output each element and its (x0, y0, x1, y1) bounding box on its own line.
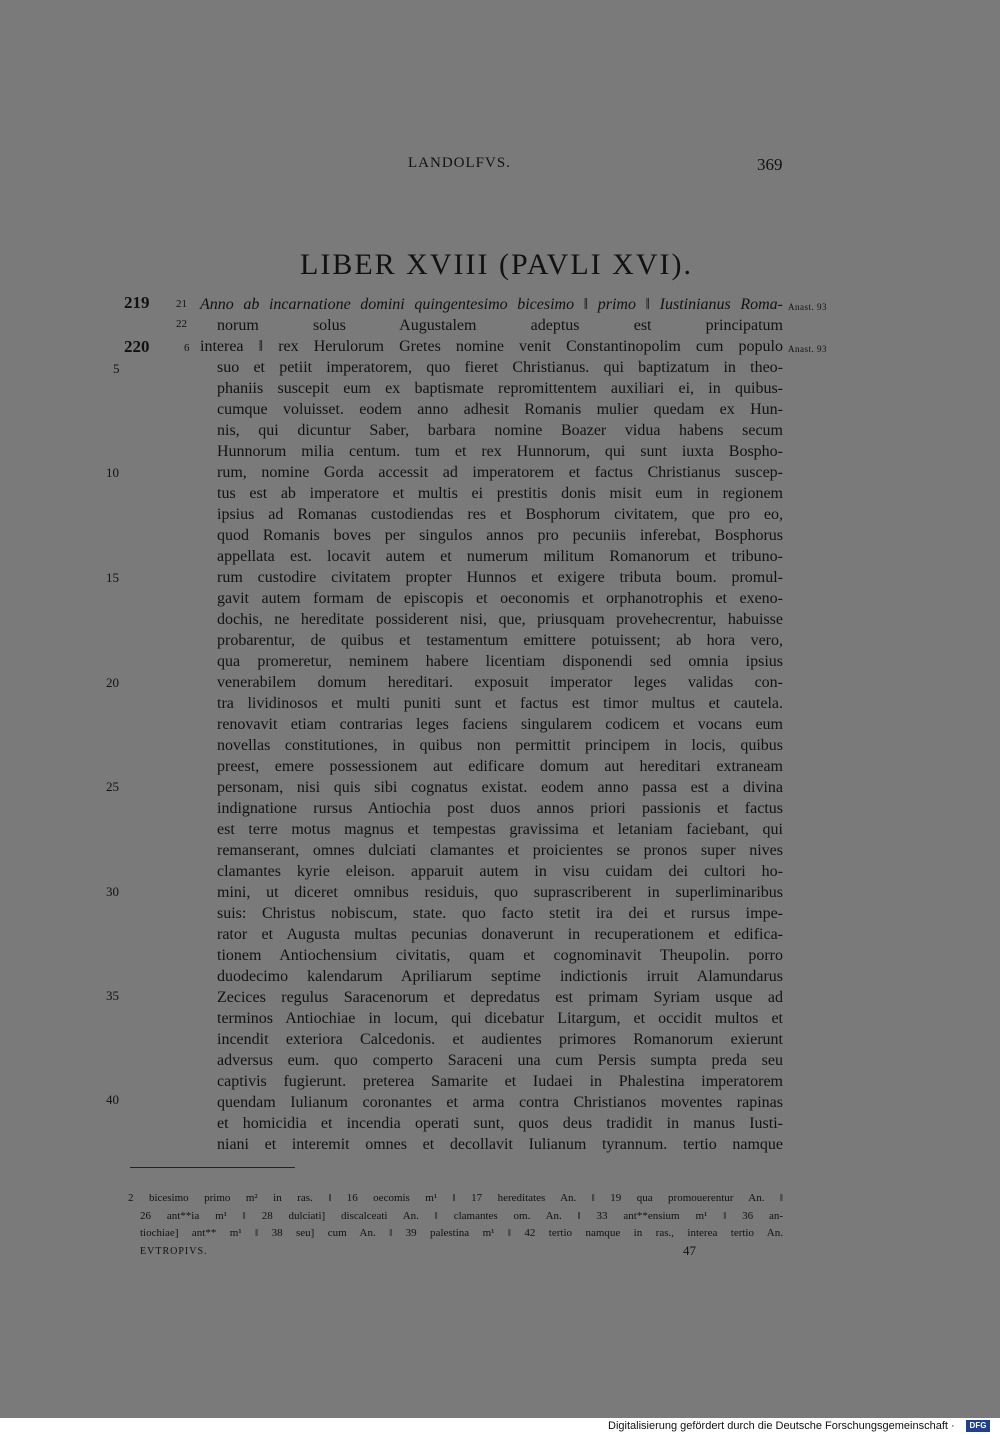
text-line: mini, ut diceret omnibus residuis, quo suprascriberent in superliminaribus (217, 884, 783, 901)
line-number: 15 (106, 570, 119, 585)
text-line: ipsius ad Romanas custodiendas res et Bosphorum civitatem, que pro eo, (217, 506, 783, 523)
text-line: incendit exteriora Calcedonis. et audientes primores Romanorum exierunt (217, 1031, 783, 1048)
dfg-logo-icon: DFG (966, 1420, 990, 1432)
margin-reference: Anast. 93 (788, 302, 827, 312)
text-line: terminos Antiochiae in locum, qui dicebatur Litargum, et occidit multos et (217, 1010, 783, 1027)
text-line: venerabilem domum hereditari. exposuit imperator leges validas con- (217, 674, 783, 691)
text-line: duodecimo kalendarum Apriliarum septime indictionis irruit Alamundarus (217, 968, 783, 985)
text-line: personam, nisi quis sibi cognatus existat. eodem anno passa est a divina (217, 779, 783, 796)
margin-reference: Anast. 93 (788, 344, 827, 354)
text-line: rator et Augusta multas pecunias donaverunt in recuperationem et edifica- (217, 926, 783, 943)
text-line: qua promeretur, neminem habere licentiam disponendi sed omnia ipsius (217, 653, 783, 670)
text-line: preest, emere possessionem aut edificare domum aut hereditari extraneam (217, 758, 783, 775)
text-line: adversus eum. quo comperto Saraceni una cum Persis sumpta preda seu (217, 1052, 783, 1069)
text-line: renovavit etiam contrarias leges faciens singularem codicem et vocans eum (217, 716, 783, 733)
text-line: norum solus Augustalem adeptus est principatum (217, 317, 783, 334)
footnote-line: 2 bicesimo primo m² in ras. ‖ 16 oecomis m¹ ‖ 17 hereditates An. ‖ 19 qua promouerentur An. ‖ (128, 1192, 783, 1204)
signature-mark: EVTROPIVS. (140, 1246, 208, 1257)
text-line: rum custodire civitatem propter Hunnos et exigere tributa boum. promul- (217, 569, 783, 586)
text-line: est terre motus magnus et tempestas gravissima et letaniam faciebant, qui (217, 821, 783, 838)
line-number: 40 (106, 1092, 119, 1107)
line-number: 25 (106, 779, 119, 794)
margin-source-line: 6 (184, 342, 190, 354)
text-line: suo et petiit imperatorem, quo fieret Christianus. qui baptizatum in theo- (217, 359, 783, 376)
text-line: captivis fugierunt. preterea Samarite et Iudaei in Phalestina imperatorem (217, 1073, 783, 1090)
text-line: Zecices regulus Saracenorum et depredatus est primam Syriam usque ad (217, 989, 783, 1006)
text-line: tionem Antiochensium civitatis, quam et cognominavit Theupolin. porro (217, 947, 783, 964)
margin-chapter-219: 219 (124, 293, 150, 312)
text-line: phaniis suscepit eum ex baptismate repromittentem auxiliari ei, in quibus- (217, 380, 783, 397)
text-line: suis: Christus nobiscum, state. quo facto stetit ira dei et rursus impe- (217, 905, 783, 922)
text-line: tra lividinosos et multi puniti sunt et factus est timor multus et cautela. (217, 695, 783, 712)
text-line: Hunnorum milia centum. tum et rex Hunnorum, qui sunt iuxta Bospho- (217, 443, 783, 460)
line-number: 10 (106, 465, 119, 480)
line-number: 20 (106, 675, 119, 690)
text-line: appellata est. locavit autem et numerum militum Romanorum et tribuno- (217, 548, 783, 565)
text-line: Anno ab incarnatione domini quingentesimo bicesimo ‖ primo ‖ Iustinianus Roma- (200, 296, 783, 313)
text-line: indignatione rursus Antiochia post duos annos priori passionis et factus (217, 800, 783, 817)
signature-number: 47 (683, 1243, 696, 1258)
text-line: probarentur, de quibus et testamentum emittere potuissent; ab hora vero, (217, 632, 783, 649)
line-number: 30 (106, 884, 119, 899)
margin-source-line: 21 (176, 298, 187, 310)
line-number: 35 (106, 988, 119, 1003)
text-line: cumque voluisset. eodem anno adhesit Romanis mulier quedam ex Hun- (217, 401, 783, 418)
text-line: quod Romanis boves per singulos annos pro pecuniis inferebat, Bosphorus (217, 527, 783, 544)
text-line: et homicidia et incendia operati sunt, quos deus tradidit in manus Iusti- (217, 1115, 783, 1132)
text-line: interea ‖ rex Herulorum Gretes nomine venit Constantinopolim cum populo (200, 338, 783, 355)
margin-chapter-220: 220 (124, 337, 150, 356)
footnote-rule (130, 1167, 295, 1168)
text-line: remanserant, omnes dulciati clamantes et proicientes se pronos super nives (217, 842, 783, 859)
text-line: novellas constitutiones, in quibus non permittit principem in locis, quibus (217, 737, 783, 754)
running-title: LANDOLFVS. (408, 155, 511, 171)
text-line: gavit autem formam de episcopis et oeconomis et orphanotrophis et exeno- (217, 590, 783, 607)
text-line: quendam Iulianum coronantes et arma contra Christianos moventes rapinas (217, 1094, 783, 1111)
text-line: tus est ab imperatore et multis ei prestitis donis misit eum in regionem (217, 485, 783, 502)
text-line: niani et interemit omnes et decollavit Iulianum tyrannum. tertio namque (217, 1136, 783, 1153)
chapter-title: LIBER XVIII (PAVLI XVI). (300, 248, 693, 281)
footnote-line: 26 ant**ia m¹ ‖ 28 dulciati] discalceati An. ‖ clamantes om. An. ‖ 33 ant**ensium m¹ ‖ 36 an- (140, 1210, 783, 1222)
text-line: dochis, ne hereditate possiderent nisi, que, priusquam provehecrentur, habuisse (217, 611, 783, 628)
text-line: nis, qui dicuntur Saber, barbara nomine Boazer vidua habens secum (217, 422, 783, 439)
text-line: rum, nomine Gorda accessit ad imperatorem et factus Christianus suscep- (217, 464, 783, 481)
page-number: 369 (757, 155, 783, 174)
line-number: 5 (113, 361, 120, 376)
footnote-line: tiochiae] ant** m¹ ‖ 38 seu] cum An. ‖ 39 palestina m¹ ‖ 42 tertio namque in ras., interea tertio An. (140, 1227, 783, 1239)
digitization-credit: Digitalisierung gefördert durch die Deutsche Forschungsgemeinschaft · (608, 1420, 955, 1432)
margin-source-line: 22 (176, 318, 187, 330)
text-line: clamantes kyrie eleison. apparuit autem in visu cuidam dei cultori ho- (217, 863, 783, 880)
